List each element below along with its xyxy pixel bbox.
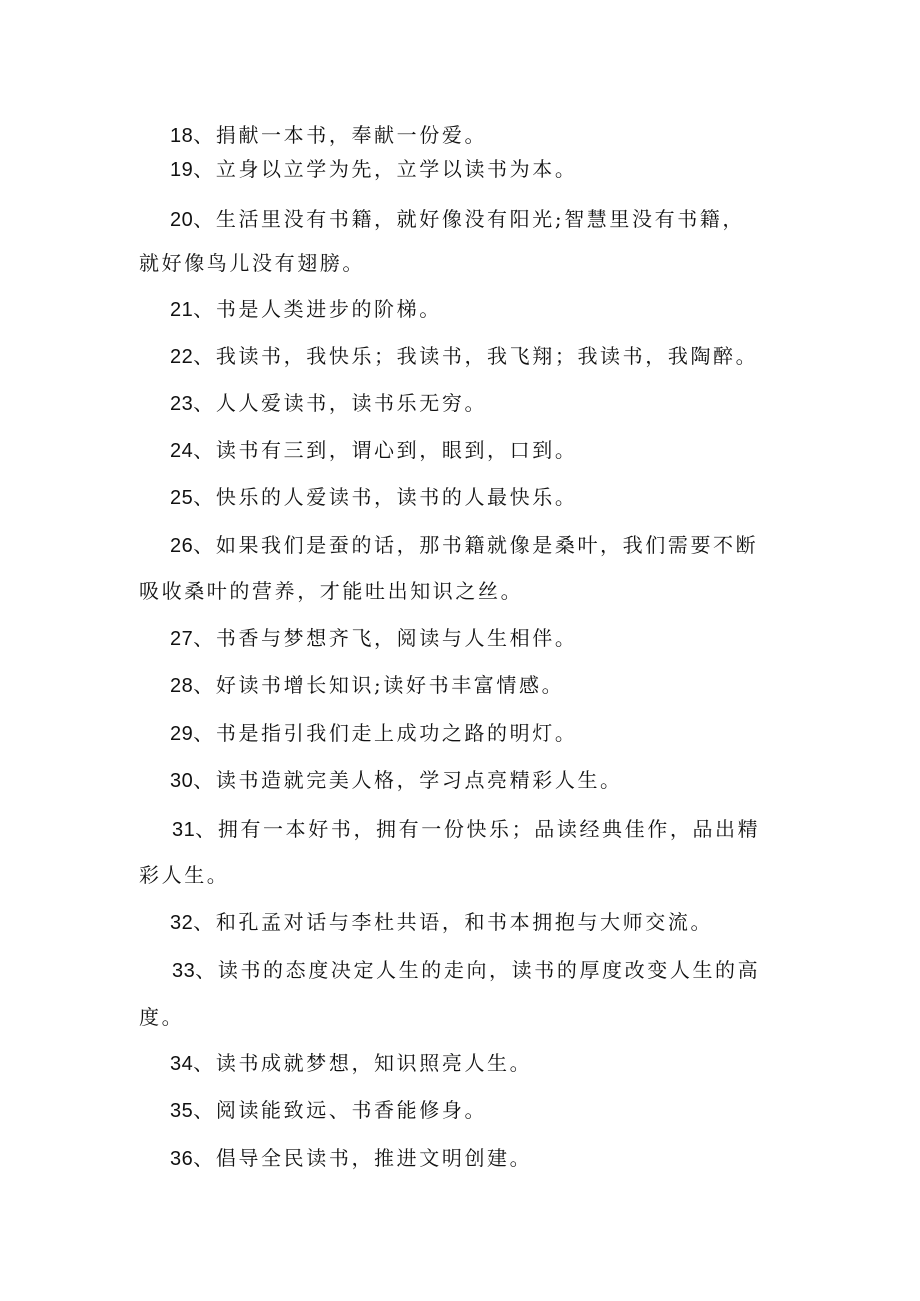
item-number: 22: [170, 346, 194, 368]
item-30: [170, 765, 623, 795]
item-text-continuation: 度。: [139, 1005, 185, 1029]
item-text: 、拥有一本好书，拥有一份快乐；品读经典佳作，品出精: [195, 817, 761, 841]
item-31-continuation: [139, 860, 229, 890]
item-26-continuation: [139, 576, 523, 606]
item-number: 36: [170, 1148, 194, 1170]
item-text: 、书是人类进步的阶梯。: [193, 297, 442, 321]
item-text: 、生活里没有书籍，就好像没有阳光;智慧里没有书籍，: [193, 207, 745, 231]
item-22: [170, 341, 758, 371]
item-number: 29: [170, 723, 194, 745]
item-text: 、阅读能致远、书香能修身。: [193, 1098, 488, 1122]
item-20: [170, 204, 745, 234]
item-text: 、好读书增长知识;读好书丰富情感。: [193, 673, 565, 697]
item-text: 、书香与梦想齐飞，阅读与人生相伴。: [193, 626, 578, 650]
item-number: 31: [172, 819, 196, 841]
item-20-continuation: [139, 248, 365, 278]
item-number: 25: [170, 487, 194, 509]
item-23: [170, 388, 487, 418]
item-number: 30: [170, 770, 194, 792]
item-number: 24: [170, 440, 194, 462]
item-text: 、人人爱读书，读书乐无穷。: [193, 391, 488, 415]
item-18: [170, 120, 487, 150]
item-24: [170, 435, 577, 465]
item-33: [172, 955, 760, 985]
item-number: 28: [170, 675, 194, 697]
item-text: 、书是指引我们走上成功之路的明灯。: [193, 721, 578, 745]
item-32: [170, 907, 713, 937]
item-21: [170, 294, 442, 324]
item-text: 、快乐的人爱读书，读书的人最快乐。: [193, 485, 578, 509]
item-31: [172, 814, 760, 844]
item-number: 26: [170, 535, 194, 557]
item-text: 、读书的态度决定人生的走向，读书的厚度改变人生的高: [195, 958, 761, 982]
item-number: 19: [170, 159, 194, 181]
item-text: 、捐献一本书，奉献一份爱。: [193, 123, 488, 147]
item-text: 、读书有三到，谓心到，眼到，口到。: [193, 438, 578, 462]
item-34: [170, 1048, 532, 1078]
item-text: 、立身以立学为先，立学以读书为本。: [193, 157, 578, 181]
item-text: 、和孔孟对话与李杜共语，和书本拥抱与大师交流。: [193, 910, 714, 934]
item-26: [170, 530, 758, 560]
item-28: [170, 670, 564, 700]
item-number: 27: [170, 628, 194, 650]
item-number: 18: [170, 125, 194, 147]
item-text: 、倡导全民读书，推进文明创建。: [193, 1146, 533, 1170]
item-text: 、我读书，我快乐；我读书，我飞翔；我读书，我陶醉。: [193, 344, 759, 368]
item-33-continuation: [139, 1002, 184, 1032]
item-text-continuation: 彩人生。: [139, 863, 230, 887]
item-25: [170, 482, 577, 512]
item-number: 20: [170, 209, 194, 231]
item-number: 23: [170, 393, 194, 415]
item-number: 32: [170, 912, 194, 934]
item-text-continuation: 就好像鸟儿没有翅膀。: [139, 251, 365, 275]
item-number: 35: [170, 1100, 194, 1122]
item-35: [170, 1095, 487, 1125]
item-number: 33: [172, 960, 196, 982]
item-29: [170, 718, 577, 748]
item-number: 21: [170, 299, 194, 321]
item-19: [170, 154, 577, 184]
item-36: [170, 1143, 532, 1173]
item-text: 、如果我们是蚕的话，那书籍就像是桑叶，我们需要不断: [193, 533, 759, 557]
item-text: 、读书造就完美人格，学习点亮精彩人生。: [193, 768, 623, 792]
item-text-continuation: 吸收桑叶的营养，才能吐出知识之丝。: [139, 579, 524, 603]
item-text: 、读书成就梦想，知识照亮人生。: [193, 1051, 533, 1075]
item-27: [170, 623, 577, 653]
item-number: 34: [170, 1053, 194, 1075]
